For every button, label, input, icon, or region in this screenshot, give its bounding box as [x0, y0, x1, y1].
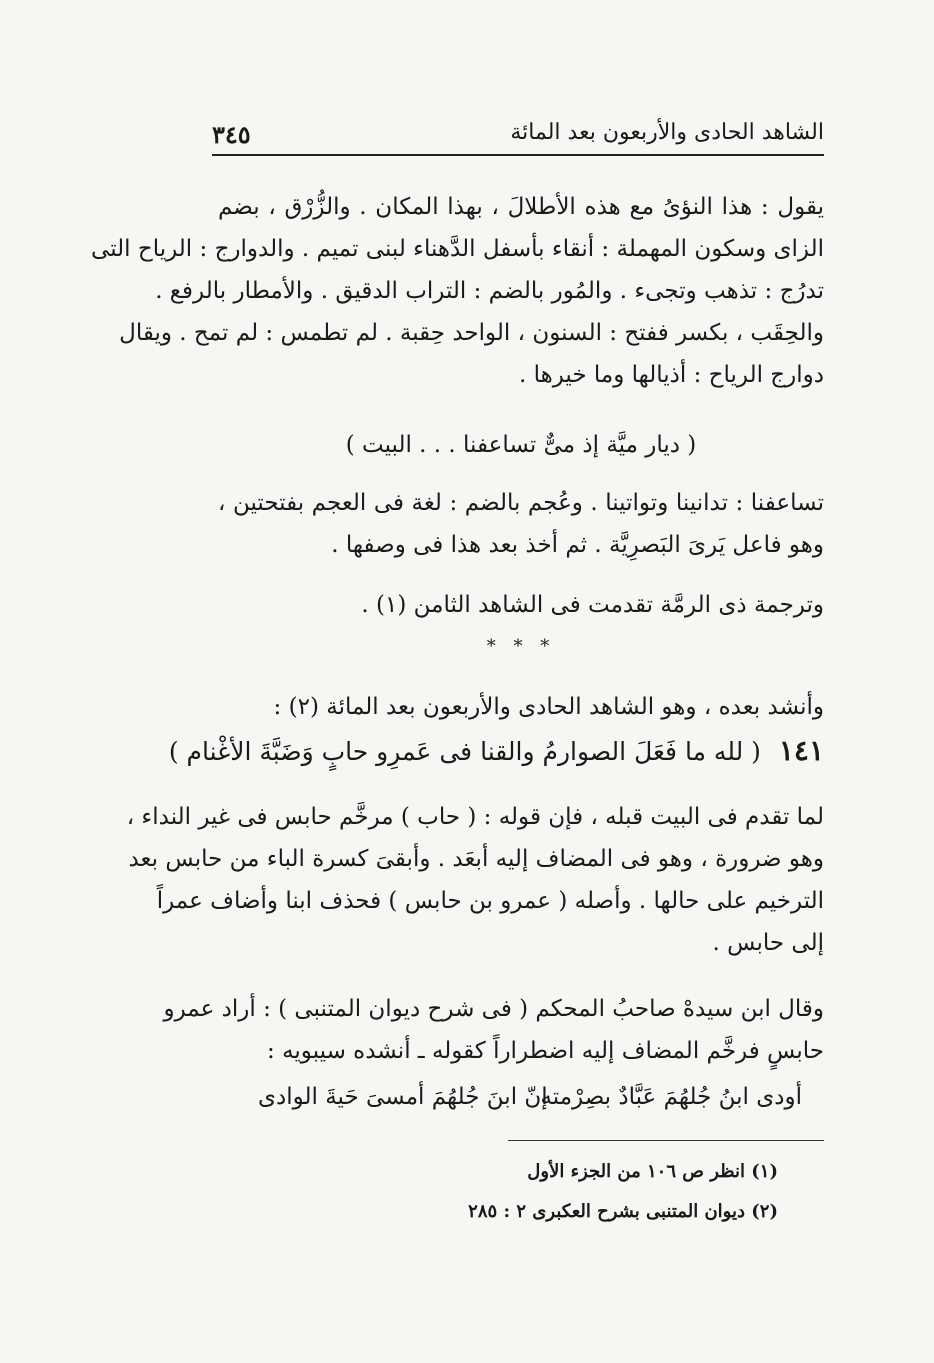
text-line: تدرُج : تذهب وتجىء . والمُور بالضم : التراب الدقيق . والأمطار بالرفع . — [155, 278, 824, 304]
verse-number: ١٤١ — [778, 734, 824, 767]
paragraph-commentary-2 — [218, 482, 824, 566]
hemistich-second: إنّ ابنَ جُلهُمَ أمسىَ حَيةَ الوادى — [258, 1084, 548, 1110]
page-number: ٣٤٥ — [212, 120, 251, 149]
text-line: وترجمة ذى الرمَّة تقدمت فى الشاهد الثامن (١) . — [361, 592, 824, 618]
section-separator: * * * — [486, 636, 556, 657]
text-line: دوارج الرياح : أذيالها وما خيرها . — [518, 362, 824, 388]
text-line: وقال ابن سيدهْ صاحبُ المحكم ( فى شرح ديوان المتنبى ) : أراد عمرو — [163, 996, 824, 1022]
verse-text: ( لله ما فَعَلَ الصوارمُ والقنا فى عَمرِو حابٍ وَضَبَّةَ الأغْنام ) — [168, 737, 761, 766]
text-line: وهو ضرورة ، وهو فى المضاف إليه أبعَد . وأبقىَ كسرة الباء من حابس بعد — [128, 846, 824, 872]
footnote-rule — [508, 1140, 824, 1141]
footnote-2: (٢) ديوان المتنبى بشرح العكبرى ٢ : ٢٨٥ — [468, 1201, 778, 1222]
paragraph-intro-verse — [218, 686, 824, 728]
running-header — [212, 118, 824, 152]
text-line: يقول : هذا النؤىُ مع هذه الأطلالَ ، بهذا المكان . والزُّرْق ، بضم — [218, 194, 824, 220]
paragraph-biography-note — [218, 584, 824, 626]
text-line: لما تقدم فى البيت قبله ، فإن قوله : ( حاب ) مرخَّم حابس فى غير النداء ، — [126, 804, 824, 830]
text-line: وهو فاعل يَرىَ البَصرِيَّة . ثم أخذ بعد هذا فى وصفها . — [331, 532, 824, 558]
hemistich-first: أودى ابنُ جُلهُمَ عَبَّادٌ بصِرْمته — [540, 1084, 802, 1110]
header-title: الشاهد الحادى والأربعون بعد المائة — [510, 120, 824, 145]
footnotes — [218, 1152, 778, 1232]
text-line: تساعفنا : تدانينا وتواتينا . وعُجم بالضم : لغة فى العجم بفتحتين ، — [218, 490, 824, 516]
footnote-1: (١) انظر ص ١٠٦ من الجزء الأول — [527, 1161, 778, 1182]
text-line: حابسٍ فرخَّم المضاف إليه اضطراراً كقوله ـ أنشده سيبويه : — [267, 1038, 824, 1064]
text-line: الزاى وسكون المهملة : أنقاء بأسفل الدَّهناء لبنى تميم . والدوارج : الرياح التى — [91, 236, 824, 262]
text-line: والحِقَب ، بكسر ففتح : السنون ، الواحد حِقبة . لم تطمس : لم تمح . ويقال — [119, 320, 824, 346]
paragraph-commentary-4 — [163, 988, 824, 1072]
text-line: وأنشد بعده ، وهو الشاهد الحادى والأربعون بعد المائة (٢) : — [273, 694, 824, 720]
paragraph-commentary-3 — [126, 796, 824, 964]
text-line: إلى حابس . — [712, 930, 824, 956]
paragraph-commentary-1 — [91, 186, 824, 396]
text-line: الترخيم على حالها . وأصله ( عمرو بن حابس ) فحذف ابنا وأضاف عمراً — [156, 888, 824, 914]
header-rule — [212, 154, 824, 156]
numbered-verse — [168, 734, 824, 767]
quoted-verse: ( ديار ميَّة إذ مىٌّ تساعفنا . . . البيت ) — [345, 432, 697, 458]
